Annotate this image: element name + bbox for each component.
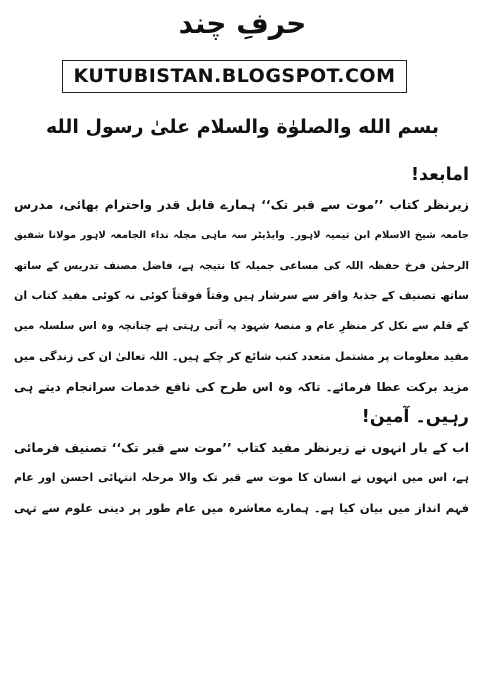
- watermark-text: KUTUBISTAN.BLOGSPOT.COM: [73, 65, 396, 87]
- bismillah-line: بسم الله والصلوٰة والسلام علیٰ رسول الله: [45, 116, 440, 138]
- body-text: [14, 160, 469, 524]
- text-line: جامعہ شیخ الاسلام ابن تیمیہ لاہور۔ وایڈیٹر سہ ماہی مجلہ نداء الجامعہ لاہور مولانا شفیق: [14, 229, 469, 241]
- watermark-box: [62, 60, 407, 93]
- text-line: اب کے بار انہوں نے زیرنظر مفید کتاب ’’موت سے قبر تک‘‘ تصنیف فرمائی: [14, 439, 469, 455]
- text-line: مزید برکت عطا فرمائے۔ تاکہ وہ اس طرح کی نافع خدمات سرانجام دیتے ہی: [14, 380, 469, 395]
- text-line: فہم انداز میں بیان کیا ہے۔ ہمارے معاشرہ میں عام طور پر دینی علوم سے تہی: [14, 501, 469, 516]
- text-line: مفید معلومات پر مشتمل متعدد کتب شائع کر چکے ہیں۔ اللہ تعالیٰ ان کی زندگی میں: [14, 349, 469, 363]
- page-title: حرفِ چند: [178, 7, 307, 40]
- text-line: الرحمٰن فرخ حفظہ اللہ کی مساعی جمیلہ کا نتیجہ ہے، فاضل مصنف تدریس کے ساتھ: [14, 259, 469, 272]
- text-line: ہے، اس میں انہوں نے انسان کا موت سے قبر تک والا مرحلہ انتہائی احسن اور عام: [14, 470, 469, 484]
- text-line: رہیں۔ آمین!: [361, 407, 469, 428]
- text-line: امابعد!: [411, 165, 469, 185]
- text-line: کے قلم سے نکل کر منظرِ عام و منصۂ شہود پہ آتی رہتی ہے چنانچہ وہ اس سلسلہ میں: [14, 320, 469, 333]
- text-line: زیرنظر کتاب ’’موت سے قبر تک‘‘ ہمارے قابل قدر واحترام بھائی، مدرس: [14, 197, 469, 213]
- text-line: ساتھ تصنیف کے جذبۂ وافر سے سرشار ہیں وقتاً فوقتاً کوئی نہ کوئی مفید کتاب ان: [14, 289, 469, 303]
